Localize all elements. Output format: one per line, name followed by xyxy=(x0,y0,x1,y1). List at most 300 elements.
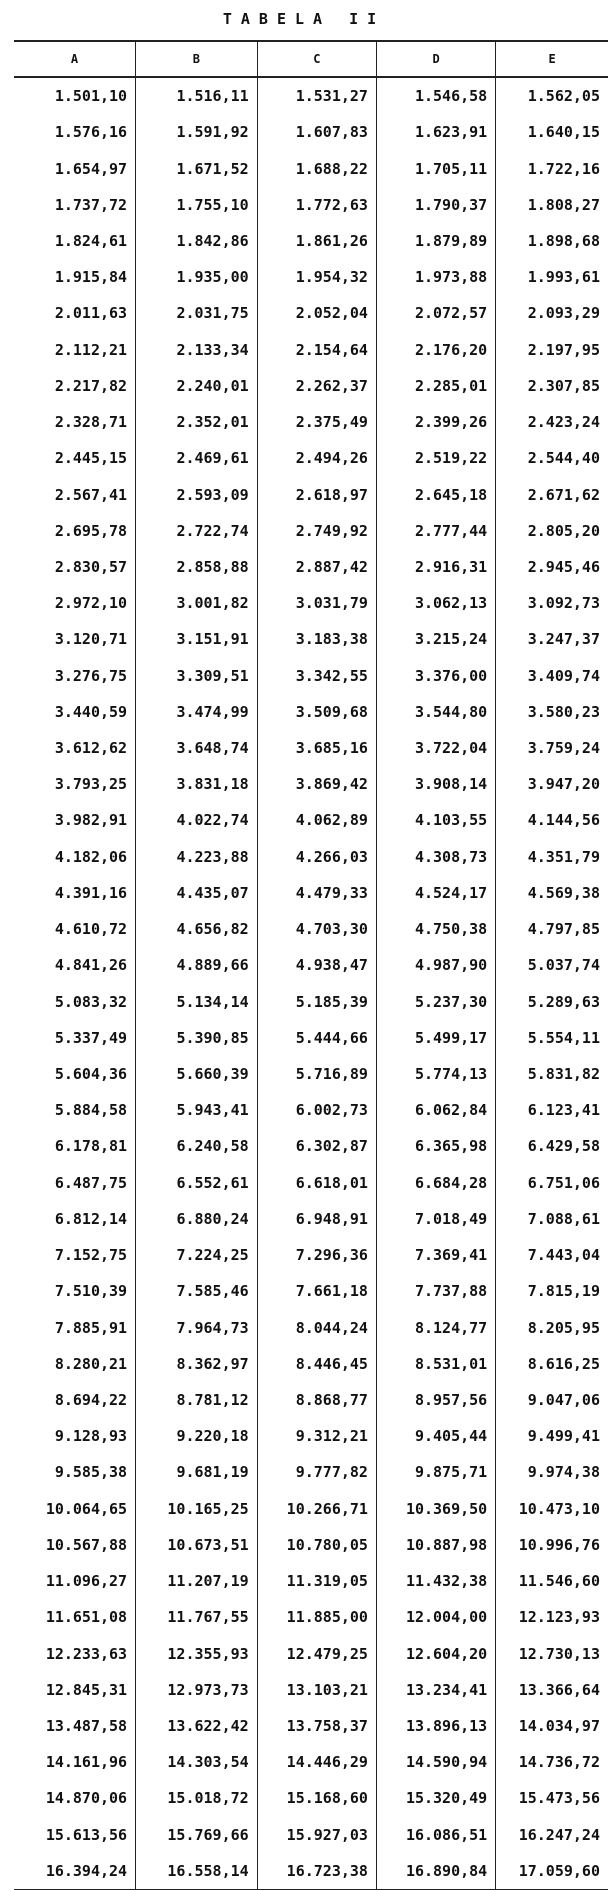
table-cell-b: 12.973,73 xyxy=(136,1672,258,1708)
table-cell-c: 11.319,05 xyxy=(257,1563,376,1599)
table-cell-a: 3.276,75 xyxy=(54,666,128,685)
table-row xyxy=(14,404,608,440)
table-cell-c: 6.002,73 xyxy=(257,1092,376,1128)
table-cell-b: 2.133,34 xyxy=(136,332,258,368)
table-row xyxy=(14,332,608,368)
table-cell-b: 7.585,46 xyxy=(136,1273,258,1309)
table-cell-b: 13.622,42 xyxy=(136,1708,258,1744)
table-cell-b: 7.964,73 xyxy=(136,1309,258,1345)
table-row xyxy=(14,1491,608,1527)
table-cell-e: 6.751,06 xyxy=(496,1165,608,1201)
table-cell-d: 5.237,30 xyxy=(376,983,495,1019)
table-cell-c: 1.688,22 xyxy=(257,150,376,186)
table-cell-b: 2.240,01 xyxy=(136,368,258,404)
table-cell-b: 4.656,82 xyxy=(136,911,258,947)
table-cell-a: 2.695,78 xyxy=(54,521,128,540)
table-cell-e: 12.730,13 xyxy=(496,1635,608,1671)
table-row xyxy=(14,1056,608,1092)
table-cell-e: 11.546,60 xyxy=(496,1563,608,1599)
table-cell-b: 15.018,72 xyxy=(136,1780,258,1816)
column-header-d: D xyxy=(376,41,495,77)
table-cell-c: 10.266,71 xyxy=(257,1491,376,1527)
table-cell-e: 12.123,93 xyxy=(496,1599,608,1635)
table-cell-b: 4.889,66 xyxy=(136,947,258,983)
table-row xyxy=(14,1454,608,1490)
table-cell-d: 2.645,18 xyxy=(376,476,495,512)
table-cell-b: 4.223,88 xyxy=(136,839,258,875)
table-cell-e: 8.616,25 xyxy=(496,1346,608,1382)
table-cell-b: 11.207,19 xyxy=(136,1563,258,1599)
table-cell-b: 2.031,75 xyxy=(136,295,258,331)
table-cell-c: 11.885,00 xyxy=(257,1599,376,1635)
table-cell-d: 6.684,28 xyxy=(376,1165,495,1201)
table-cell-d: 1.705,11 xyxy=(376,150,495,186)
table-row xyxy=(14,694,608,730)
table-cell-d: 1.879,89 xyxy=(376,223,495,259)
table-row xyxy=(14,513,608,549)
table-cell-d: 7.018,49 xyxy=(376,1201,495,1237)
table-cell-b: 3.151,91 xyxy=(136,621,258,657)
table-cell-d: 2.519,22 xyxy=(376,440,495,476)
table-cell-e: 9.047,06 xyxy=(496,1382,608,1418)
table-cell-d: 4.524,17 xyxy=(376,875,495,911)
table-cell-d: 4.750,38 xyxy=(376,911,495,947)
table-cell-a: 1.737,72 xyxy=(54,195,128,214)
table-cell-c: 16.723,38 xyxy=(257,1853,376,1890)
table-row xyxy=(14,476,608,512)
table-cell-d: 10.887,98 xyxy=(376,1527,495,1563)
table-cell-c: 2.887,42 xyxy=(257,549,376,585)
table-row xyxy=(14,1092,608,1128)
table-row xyxy=(14,947,608,983)
table-cell-c: 4.062,89 xyxy=(257,802,376,838)
table-cell-a: 12.233,63 xyxy=(45,1644,128,1663)
table-cell-b: 2.722,74 xyxy=(136,513,258,549)
table-cell-e: 14.034,97 xyxy=(496,1708,608,1744)
table-cell-b: 4.022,74 xyxy=(136,802,258,838)
table-cell-b: 10.165,25 xyxy=(136,1491,258,1527)
table-title: TABELA II xyxy=(222,10,386,28)
table-cell-d: 12.604,20 xyxy=(376,1635,495,1671)
table-cell-a: 7.152,75 xyxy=(54,1246,128,1265)
table-cell-c: 15.168,60 xyxy=(257,1780,376,1816)
table-cell-e: 10.473,10 xyxy=(496,1491,608,1527)
table-cell-e: 16.247,24 xyxy=(496,1817,608,1853)
table-cell-e: 4.569,38 xyxy=(496,875,608,911)
table-cell-e: 1.722,16 xyxy=(496,150,608,186)
table-cell-d: 15.320,49 xyxy=(376,1780,495,1816)
table-cell-a: 2.217,82 xyxy=(54,376,128,395)
table-cell-b: 2.352,01 xyxy=(136,404,258,440)
table-row xyxy=(14,1346,608,1382)
table-row xyxy=(14,766,608,802)
table-row xyxy=(14,983,608,1019)
table-cell-d: 16.086,51 xyxy=(376,1817,495,1853)
table-cell-d: 2.399,26 xyxy=(376,404,495,440)
column-header-c: C xyxy=(257,41,376,77)
table-cell-a: 16.394,24 xyxy=(14,1853,136,1890)
table-cell-b: 7.224,25 xyxy=(136,1237,258,1273)
table-cell-d: 2.176,20 xyxy=(376,332,495,368)
table-cell-d: 1.973,88 xyxy=(376,259,495,295)
table-cell-c: 3.342,55 xyxy=(257,658,376,694)
table-cell-b: 14.303,54 xyxy=(136,1744,258,1780)
table-cell-e: 3.409,74 xyxy=(496,658,608,694)
table-cell-c: 4.479,33 xyxy=(257,875,376,911)
table-cell-c: 4.703,30 xyxy=(257,911,376,947)
table-cell-d: 2.072,57 xyxy=(376,295,495,331)
table-body xyxy=(14,77,608,1889)
table-cell-d: 14.590,94 xyxy=(376,1744,495,1780)
table-cell-c: 12.479,25 xyxy=(257,1635,376,1671)
table-cell-a: 2.328,71 xyxy=(54,413,128,432)
table-cell-b: 3.474,99 xyxy=(136,694,258,730)
table-cell-b: 5.134,14 xyxy=(136,983,258,1019)
table-cell-b: 8.362,97 xyxy=(136,1346,258,1382)
table-cell-e: 2.093,29 xyxy=(496,295,608,331)
table-cell-b: 1.755,10 xyxy=(136,187,258,223)
table-cell-e: 7.443,04 xyxy=(496,1237,608,1273)
table-cell-e: 9.974,38 xyxy=(496,1454,608,1490)
table-cell-e: 2.423,24 xyxy=(496,404,608,440)
table-cell-d: 16.890,84 xyxy=(376,1853,495,1890)
table-cell-e: 5.289,63 xyxy=(496,983,608,1019)
table-row xyxy=(14,77,608,114)
table-cell-b: 9.681,19 xyxy=(136,1454,258,1490)
table-cell-b: 2.469,61 xyxy=(136,440,258,476)
table-row xyxy=(14,1563,608,1599)
column-header-b: B xyxy=(136,41,258,77)
table-cell-e: 10.996,76 xyxy=(496,1527,608,1563)
table-row xyxy=(14,1020,608,1056)
table-cell-c: 5.716,89 xyxy=(257,1056,376,1092)
table-cell-e: 7.815,19 xyxy=(496,1273,608,1309)
table-cell-e: 8.205,95 xyxy=(496,1309,608,1345)
table-row xyxy=(14,259,608,295)
table-row xyxy=(14,187,608,223)
table-cell-c: 6.948,91 xyxy=(257,1201,376,1237)
table-cell-a: 4.391,16 xyxy=(54,883,128,902)
table-cell-d: 11.432,38 xyxy=(376,1563,495,1599)
table-cell-b: 16.558,14 xyxy=(136,1853,258,1890)
table-cell-a: 5.884,58 xyxy=(54,1101,128,1120)
table-cell-e: 2.671,62 xyxy=(496,476,608,512)
table-row xyxy=(14,1599,608,1635)
table-cell-a: 15.613,56 xyxy=(45,1825,128,1844)
table-cell-e: 15.473,56 xyxy=(496,1780,608,1816)
table-row xyxy=(14,1708,608,1744)
table-cell-a: 8.280,21 xyxy=(54,1354,128,1373)
table-cell-b: 1.516,11 xyxy=(136,77,258,114)
table-cell-a: 3.793,25 xyxy=(54,775,128,794)
table-cell-c: 2.052,04 xyxy=(257,295,376,331)
table-cell-d: 8.531,01 xyxy=(376,1346,495,1382)
table-cell-e: 3.580,23 xyxy=(496,694,608,730)
table-cell-d: 13.896,13 xyxy=(376,1708,495,1744)
table-cell-a: 4.610,72 xyxy=(54,920,128,939)
table-cell-a: 8.694,22 xyxy=(54,1390,128,1409)
table-cell-c: 8.868,77 xyxy=(257,1382,376,1418)
table-cell-a: 5.083,32 xyxy=(54,992,128,1011)
table-cell-c: 2.749,92 xyxy=(257,513,376,549)
table-row xyxy=(14,1237,608,1273)
table-cell-c: 2.494,26 xyxy=(257,440,376,476)
table-cell-c: 3.685,16 xyxy=(257,730,376,766)
table-cell-a: 2.830,57 xyxy=(54,557,128,576)
table-cell-d: 1.546,58 xyxy=(376,77,495,114)
table-cell-b: 1.842,86 xyxy=(136,223,258,259)
table-cell-b: 6.880,24 xyxy=(136,1201,258,1237)
table-row xyxy=(14,150,608,186)
table-cell-c: 13.758,37 xyxy=(257,1708,376,1744)
table-cell-c: 8.044,24 xyxy=(257,1309,376,1345)
table-cell-a: 7.510,39 xyxy=(54,1282,128,1301)
table-row xyxy=(14,114,608,150)
table-cell-c: 10.780,05 xyxy=(257,1527,376,1563)
table-cell-d: 10.369,50 xyxy=(376,1491,495,1527)
column-header-e: E xyxy=(496,41,608,77)
table-cell-d: 3.376,00 xyxy=(376,658,495,694)
table-cell-e: 4.351,79 xyxy=(496,839,608,875)
table-cell-c: 2.618,97 xyxy=(257,476,376,512)
table-cell-c: 3.509,68 xyxy=(257,694,376,730)
table-cell-a: 3.982,91 xyxy=(54,811,128,830)
table-cell-d: 7.369,41 xyxy=(376,1237,495,1273)
table-cell-c: 2.375,49 xyxy=(257,404,376,440)
table-cell-a: 1.576,16 xyxy=(54,123,128,142)
table-cell-b: 12.355,93 xyxy=(136,1635,258,1671)
table-cell-b: 3.309,51 xyxy=(136,658,258,694)
table-row xyxy=(14,1309,608,1345)
table-cell-b: 2.593,09 xyxy=(136,476,258,512)
table-cell-b: 1.671,52 xyxy=(136,150,258,186)
table-cell-d: 4.308,73 xyxy=(376,839,495,875)
header-row xyxy=(14,41,608,77)
table-cell-a: 11.096,27 xyxy=(45,1572,128,1591)
table-cell-a: 13.487,58 xyxy=(45,1716,128,1735)
table-row xyxy=(14,440,608,476)
table-cell-e: 1.808,27 xyxy=(496,187,608,223)
table-cell-d: 3.215,24 xyxy=(376,621,495,657)
table-row xyxy=(14,658,608,694)
table-row xyxy=(14,1853,608,1890)
table-cell-c: 7.296,36 xyxy=(257,1237,376,1273)
table-row xyxy=(14,802,608,838)
table-row xyxy=(14,295,608,331)
table-cell-a: 1.654,97 xyxy=(54,159,128,178)
table-cell-e: 2.307,85 xyxy=(496,368,608,404)
table-cell-c: 3.869,42 xyxy=(257,766,376,802)
table-row xyxy=(14,1273,608,1309)
table-cell-e: 9.499,41 xyxy=(496,1418,608,1454)
table-cell-d: 3.908,14 xyxy=(376,766,495,802)
table-row xyxy=(14,1744,608,1780)
table-cell-a: 11.651,08 xyxy=(45,1608,128,1627)
table-cell-a: 1.501,10 xyxy=(54,87,128,106)
table-cell-c: 5.185,39 xyxy=(257,983,376,1019)
table-cell-c: 1.607,83 xyxy=(257,114,376,150)
table-cell-d: 8.957,56 xyxy=(376,1382,495,1418)
table-cell-d: 7.737,88 xyxy=(376,1273,495,1309)
table-cell-d: 2.916,31 xyxy=(376,549,495,585)
table-cell-b: 5.390,85 xyxy=(136,1020,258,1056)
table-cell-b: 1.935,00 xyxy=(136,259,258,295)
table-row xyxy=(14,1382,608,1418)
table-cell-c: 7.661,18 xyxy=(257,1273,376,1309)
table-cell-c: 14.446,29 xyxy=(257,1744,376,1780)
table-row xyxy=(14,1780,608,1816)
table-cell-a: 1.824,61 xyxy=(54,231,128,250)
table-cell-b: 4.435,07 xyxy=(136,875,258,911)
table-row xyxy=(14,549,608,585)
table-cell-e: 3.947,20 xyxy=(496,766,608,802)
table-cell-a: 2.112,21 xyxy=(54,340,128,359)
table-row xyxy=(14,585,608,621)
table-row xyxy=(14,839,608,875)
table-cell-c: 3.031,79 xyxy=(257,585,376,621)
table-cell-b: 3.001,82 xyxy=(136,585,258,621)
table-cell-e: 5.831,82 xyxy=(496,1056,608,1092)
table-cell-a: 2.011,63 xyxy=(54,304,128,323)
table-cell-b: 6.552,61 xyxy=(136,1165,258,1201)
table-cell-b: 1.591,92 xyxy=(136,114,258,150)
table-cell-a: 9.128,93 xyxy=(54,1427,128,1446)
table-cell-e: 5.554,11 xyxy=(496,1020,608,1056)
table-cell-c: 1.772,63 xyxy=(257,187,376,223)
table-row xyxy=(14,1165,608,1201)
table-cell-c: 1.954,32 xyxy=(257,259,376,295)
table-row xyxy=(14,1672,608,1708)
table-row xyxy=(14,730,608,766)
table-cell-d: 8.124,77 xyxy=(376,1309,495,1345)
table-cell-e: 4.797,85 xyxy=(496,911,608,947)
table-cell-c: 2.262,37 xyxy=(257,368,376,404)
table-row xyxy=(14,223,608,259)
table-cell-d: 5.774,13 xyxy=(376,1056,495,1092)
table-cell-a: 2.972,10 xyxy=(54,594,128,613)
table-cell-a: 10.567,88 xyxy=(45,1535,128,1554)
table-cell-c: 1.861,26 xyxy=(257,223,376,259)
table-cell-b: 5.943,41 xyxy=(136,1092,258,1128)
table-cell-c: 8.446,45 xyxy=(257,1346,376,1382)
table-cell-c: 3.183,38 xyxy=(257,621,376,657)
table-cell-d: 3.544,80 xyxy=(376,694,495,730)
table-cell-d: 5.499,17 xyxy=(376,1020,495,1056)
table-cell-e: 6.429,58 xyxy=(496,1128,608,1164)
table-cell-b: 5.660,39 xyxy=(136,1056,258,1092)
table-cell-e: 2.805,20 xyxy=(496,513,608,549)
table-cell-d: 13.234,41 xyxy=(376,1672,495,1708)
table-cell-e: 1.993,61 xyxy=(496,259,608,295)
table-cell-c: 4.938,47 xyxy=(257,947,376,983)
table-cell-e: 4.144,56 xyxy=(496,802,608,838)
table-row xyxy=(14,1635,608,1671)
table-cell-a: 14.870,06 xyxy=(45,1789,128,1808)
table-cell-e: 5.037,74 xyxy=(496,947,608,983)
table-cell-c: 6.618,01 xyxy=(257,1165,376,1201)
table-cell-e: 3.759,24 xyxy=(496,730,608,766)
table-row xyxy=(14,875,608,911)
table-cell-a: 3.440,59 xyxy=(54,702,128,721)
table-cell-d: 2.285,01 xyxy=(376,368,495,404)
table-cell-b: 11.767,55 xyxy=(136,1599,258,1635)
table-cell-c: 1.531,27 xyxy=(257,77,376,114)
table-cell-a: 6.178,81 xyxy=(54,1137,128,1156)
table-cell-a: 14.161,96 xyxy=(45,1753,128,1772)
table-cell-c: 2.154,64 xyxy=(257,332,376,368)
table-cell-c: 5.444,66 xyxy=(257,1020,376,1056)
table-cell-a: 7.885,91 xyxy=(54,1318,128,1337)
values-table xyxy=(14,40,608,1890)
table-cell-e: 2.544,40 xyxy=(496,440,608,476)
table-cell-d: 3.062,13 xyxy=(376,585,495,621)
table-cell-a: 5.604,36 xyxy=(54,1065,128,1084)
table-cell-a: 4.841,26 xyxy=(54,956,128,975)
table-cell-b: 3.831,18 xyxy=(136,766,258,802)
table-cell-a: 6.487,75 xyxy=(54,1173,128,1192)
table-row xyxy=(14,1201,608,1237)
table-cell-a: 6.812,14 xyxy=(54,1209,128,1228)
table-row xyxy=(14,368,608,404)
table-cell-b: 3.648,74 xyxy=(136,730,258,766)
table-cell-c: 9.777,82 xyxy=(257,1454,376,1490)
table-cell-d: 4.103,55 xyxy=(376,802,495,838)
table-cell-a: 3.612,62 xyxy=(54,739,128,758)
table-cell-b: 8.781,12 xyxy=(136,1382,258,1418)
table-cell-a: 1.915,84 xyxy=(54,268,128,287)
table-cell-d: 1.623,91 xyxy=(376,114,495,150)
column-header-a: A xyxy=(14,41,136,77)
table-cell-c: 4.266,03 xyxy=(257,839,376,875)
table-cell-e: 6.123,41 xyxy=(496,1092,608,1128)
table-cell-a: 12.845,31 xyxy=(45,1680,128,1699)
table-cell-b: 9.220,18 xyxy=(136,1418,258,1454)
table-cell-a: 2.445,15 xyxy=(54,449,128,468)
table-cell-a: 4.182,06 xyxy=(54,847,128,866)
table-cell-e: 14.736,72 xyxy=(496,1744,608,1780)
table-cell-d: 4.987,90 xyxy=(376,947,495,983)
table-row xyxy=(14,621,608,657)
table-cell-d: 9.875,71 xyxy=(376,1454,495,1490)
table-cell-e: 2.197,95 xyxy=(496,332,608,368)
table-cell-c: 9.312,21 xyxy=(257,1418,376,1454)
table-row xyxy=(14,1418,608,1454)
table-cell-d: 9.405,44 xyxy=(376,1418,495,1454)
table-cell-c: 13.103,21 xyxy=(257,1672,376,1708)
table-cell-c: 6.302,87 xyxy=(257,1128,376,1164)
table-cell-e: 7.088,61 xyxy=(496,1201,608,1237)
table-cell-a: 10.064,65 xyxy=(45,1499,128,1518)
table-cell-d: 3.722,04 xyxy=(376,730,495,766)
table-cell-e: 1.640,15 xyxy=(496,114,608,150)
table-cell-a: 2.567,41 xyxy=(54,485,128,504)
table-row xyxy=(14,1817,608,1853)
table-cell-e: 1.898,68 xyxy=(496,223,608,259)
table-row xyxy=(14,1128,608,1164)
table-cell-d: 12.004,00 xyxy=(376,1599,495,1635)
table-cell-e: 3.247,37 xyxy=(496,621,608,657)
table-cell-d: 6.365,98 xyxy=(376,1128,495,1164)
table-row xyxy=(14,911,608,947)
table-cell-a: 3.120,71 xyxy=(54,630,128,649)
table-cell-e: 3.092,73 xyxy=(496,585,608,621)
table-cell-e: 2.945,46 xyxy=(496,549,608,585)
table-row xyxy=(14,1527,608,1563)
table-cell-a: 9.585,38 xyxy=(54,1463,128,1482)
table-cell-e: 13.366,64 xyxy=(496,1672,608,1708)
table-cell-a: 5.337,49 xyxy=(54,1028,128,1047)
table-cell-d: 6.062,84 xyxy=(376,1092,495,1128)
